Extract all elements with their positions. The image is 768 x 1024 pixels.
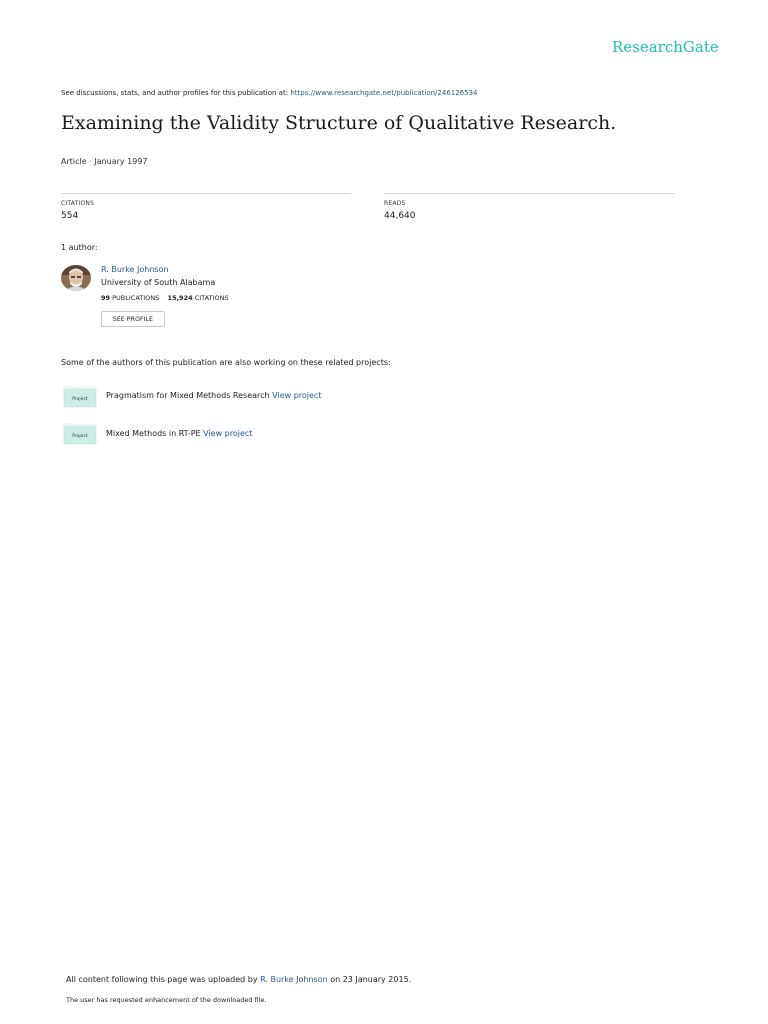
upload-suffix: on 23 January 2015. [330,975,412,984]
reads-divider [384,193,675,194]
citations-label: CITATIONS [61,200,95,207]
upload-notice [66,975,411,984]
project-name: Mixed Methods in RT-PE [106,429,201,438]
view-project-link[interactable]: View project [272,391,322,400]
citations-value: 554 [61,211,79,221]
author-name-link[interactable]: R. Burke Johnson [101,265,169,274]
discussion-notice-text: See discussions, stats, and author profiles for this publication at: [61,89,289,97]
related-project-item [106,429,252,438]
researchgate-logo[interactable]: ResearchGate [612,38,719,56]
uploader-link[interactable]: R. Burke Johnson [260,975,328,984]
related-projects-heading: Some of the authors of this publication are also working on these related projects: [61,358,391,367]
project-icon-label: Project [72,397,88,402]
reads-label: READS [384,200,406,207]
project-name: Pragmatism for Mixed Methods Research [106,391,270,400]
author-publications-label: PUBLICATIONS [112,294,160,302]
project-folder-icon[interactable] [63,384,97,408]
publication-meta: Article · January 1997 [61,157,148,166]
author-citations-label: CITATIONS [194,294,229,302]
author-publications-count: 99 [101,294,111,302]
authors-heading: 1 author: [61,243,98,252]
author-photo-icon [61,265,91,291]
publication-title: Examining the Validity Structure of Qualitative Research. [61,112,617,134]
author-institution: University of South Alabama [101,278,216,287]
view-project-link[interactable]: View project [203,429,253,438]
discussion-notice [61,89,478,97]
enhancement-note: The user has requested enhancement of the downloaded file. [66,996,267,1004]
publication-url-link[interactable]: https://www.researchgate.net/publication/246126534 [290,89,478,97]
author-stats [101,294,229,302]
reads-value: 44,640 [384,211,416,221]
upload-prefix: All content following this page was uploaded by [66,975,258,984]
related-project-item [106,391,321,400]
see-profile-button[interactable]: SEE PROFILE [101,311,165,327]
project-icon-label: Project [72,434,88,439]
project-folder-icon[interactable] [63,421,97,445]
citations-divider [61,193,351,194]
author-avatar[interactable] [61,265,91,291]
author-citations-count: 15,924 [167,294,193,302]
